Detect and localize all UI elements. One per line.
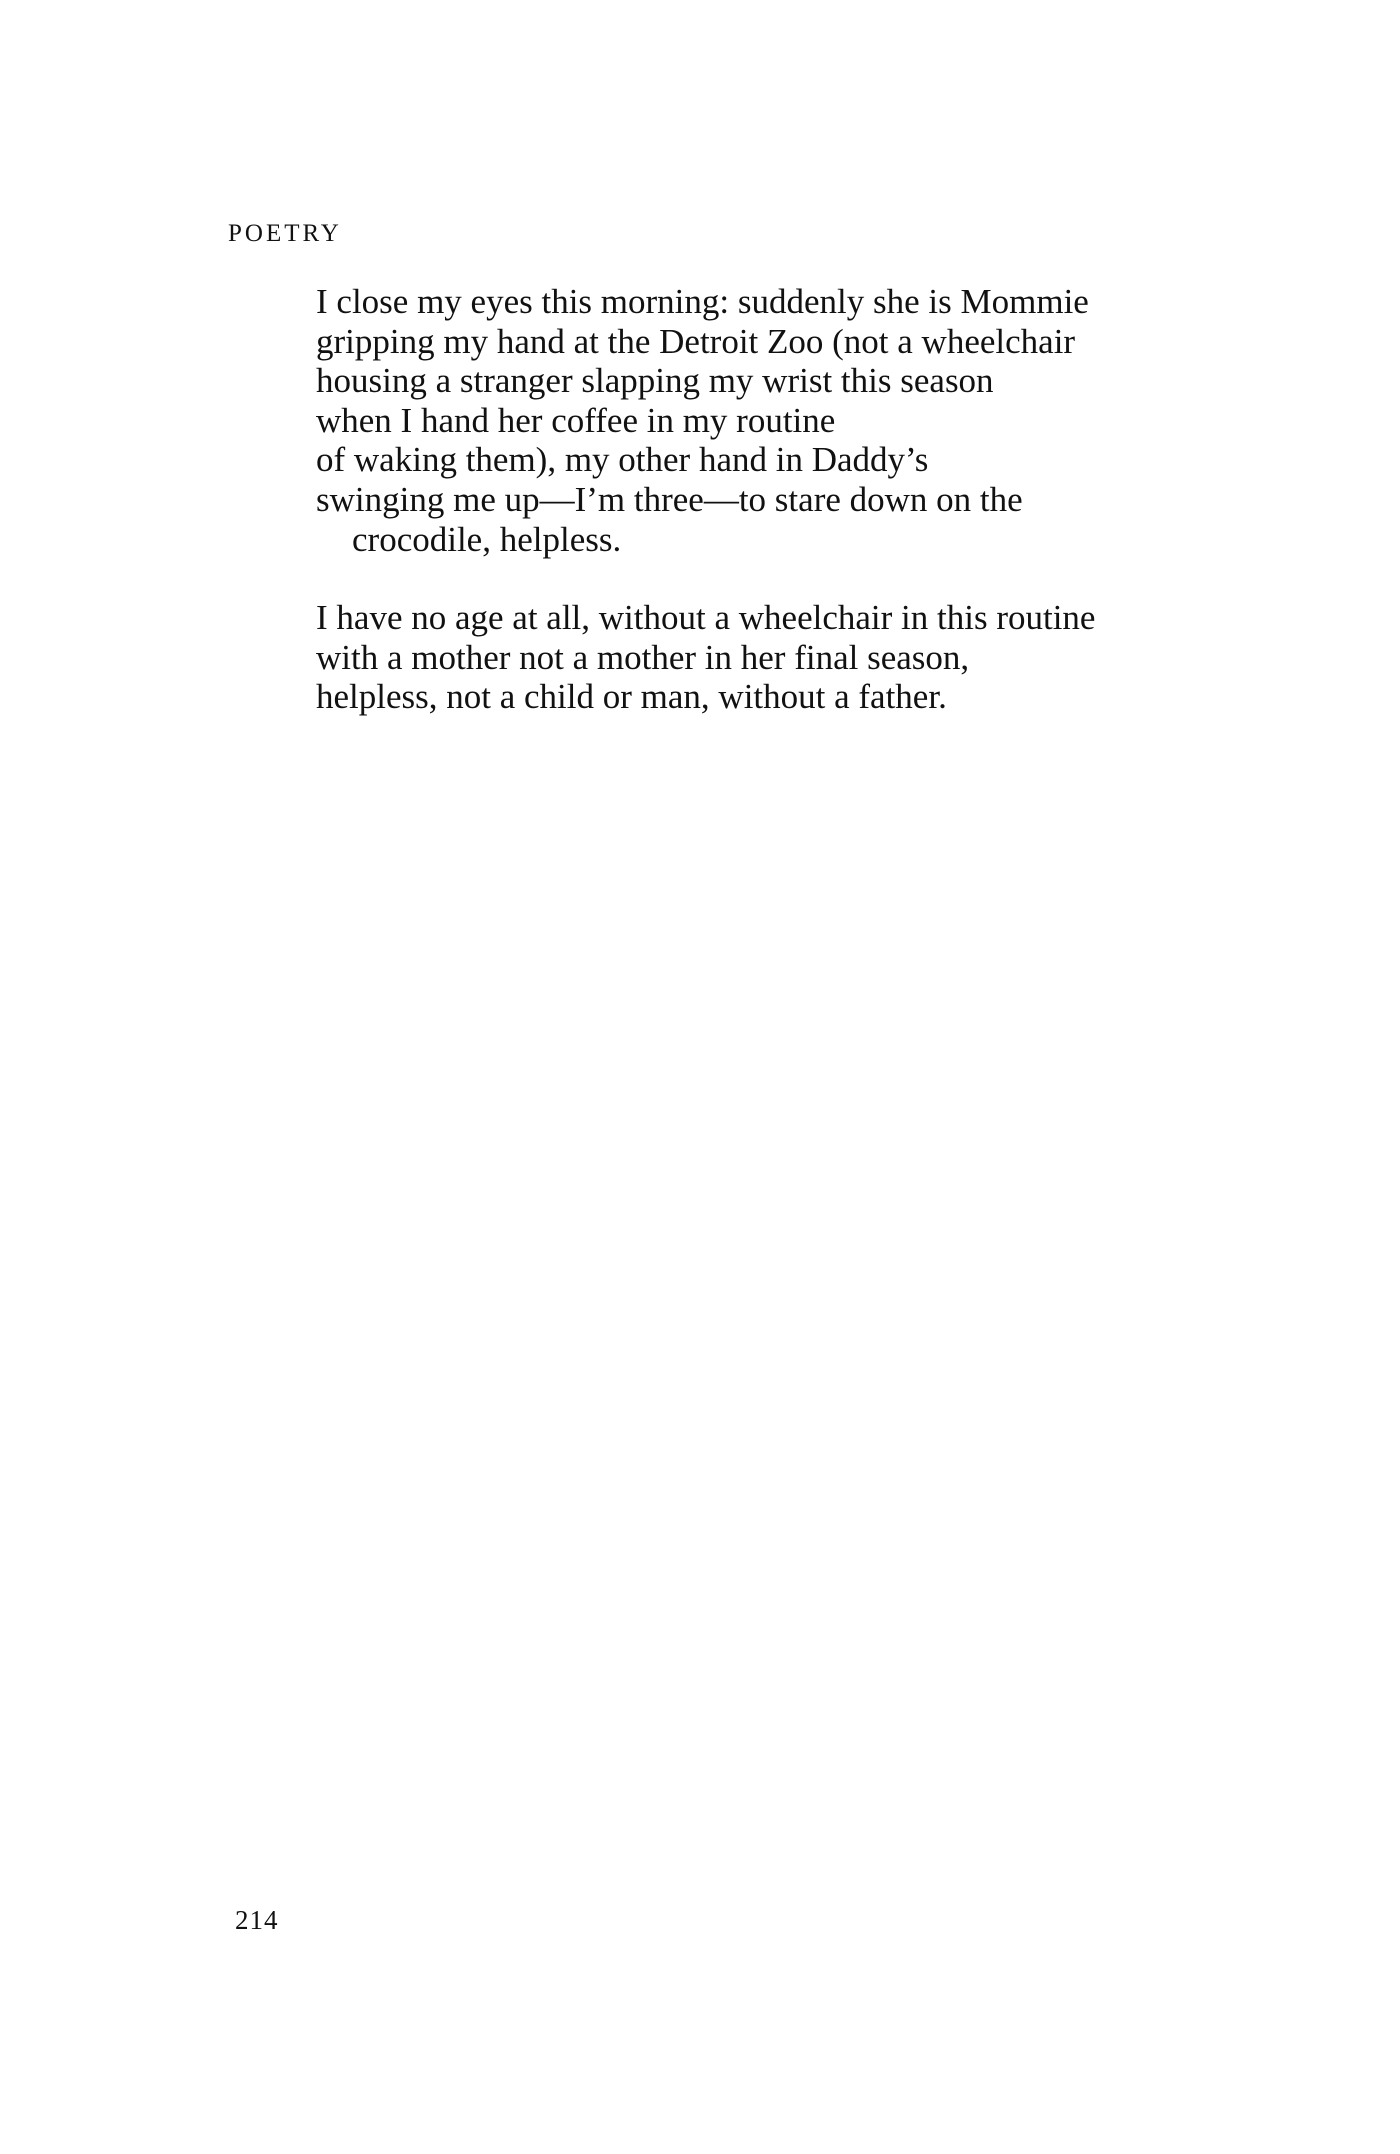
poem-line-turnover: crocodile, helpless.: [352, 519, 622, 559]
poem-line: when I hand her coffee in my routine: [316, 400, 836, 440]
stanza-2: [316, 598, 1316, 717]
poem-line: of waking them), my other hand in Daddy’s: [316, 440, 929, 480]
poem-line: I close my eyes this morning: suddenly she is Mommie: [316, 282, 1089, 321]
poem-line: helpless, not a child or man, without a father.: [316, 677, 947, 717]
poem-line: I have no age at all, without a wheelchair in this routine: [316, 598, 1096, 638]
stanza-1: [316, 282, 1316, 559]
poem-body: [316, 282, 1316, 717]
poem-line: with a mother not a mother in her final season,: [316, 637, 970, 677]
poem-line: gripping my hand at the Detroit Zoo (not a wheelchair: [316, 321, 1076, 361]
running-head: POETRY: [228, 220, 342, 247]
poem-line: swinging me up—I’m three—to stare down on the: [316, 479, 1023, 519]
poem-line: housing a stranger slapping my wrist this season: [316, 361, 994, 401]
page-number: 214: [235, 1905, 279, 1935]
